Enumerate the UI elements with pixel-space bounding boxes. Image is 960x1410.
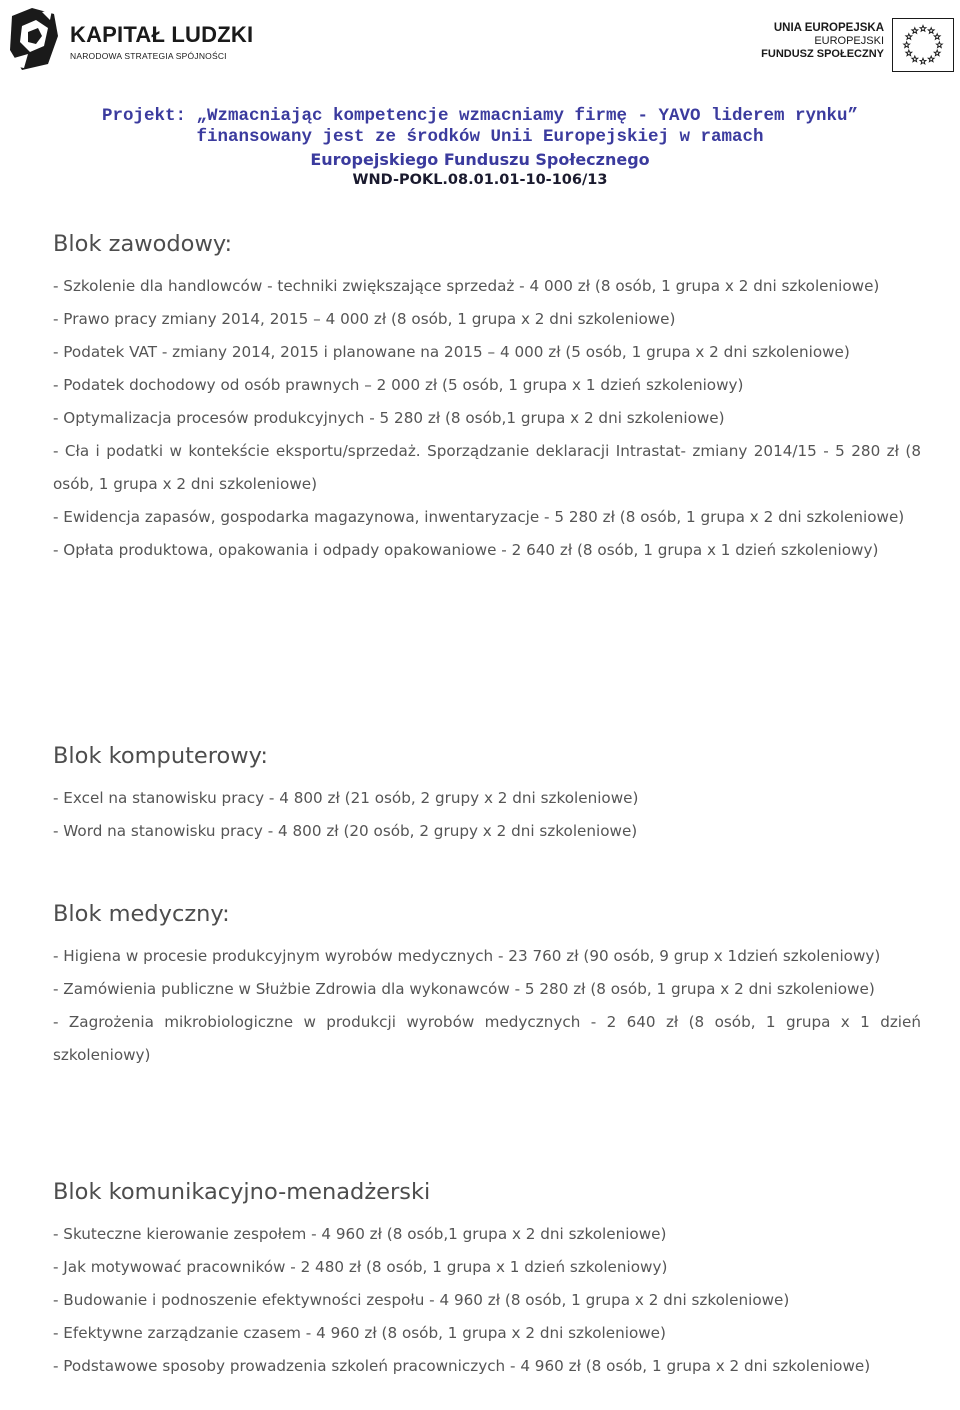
kapital-ludzki-logo — [8, 6, 254, 76]
section-blok-medyczny — [53, 899, 921, 1072]
eu-star-icon — [928, 56, 934, 62]
section-heading: Blok medyczny: — [53, 901, 230, 927]
ue-line-2: EUROPEJSKI — [814, 35, 884, 47]
list-item: - Opłata produktowa, opakowania i odpady opakowaniowe - 2 640 zł (8 osób, 1 grupa x 1 dzień szkoleniowy) — [53, 541, 879, 559]
list-item: - Excel na stanowisku pracy - 4 800 zł (21 osób, 2 grupy x 2 dni szkoleniowe) — [53, 789, 639, 807]
list-item: - Optymalizacja procesów produkcyjnych - 5 280 zł (8 osób,1 grupa x 2 dni szkoleniowe) — [53, 409, 725, 427]
section-heading: Blok zawodowy: — [53, 231, 233, 257]
kapital-ludzki-title: KAPITAŁ LUDZKI — [70, 22, 254, 47]
list-item: - Podstawowe sposoby prowadzenia szkoleń pracowniczych - 4 960 zł (8 osób, 1 grupa x 2 dni szkoleniowe) — [53, 1357, 871, 1375]
list-item: - Skuteczne kierowanie zespołem - 4 960 zł (8 osób,1 grupa x 2 dni szkoleniowe) — [53, 1225, 667, 1243]
eu-star-icon — [936, 42, 942, 48]
list-item: - Word na stanowisku pracy - 4 800 zł (20 osób, 2 grupy x 2 dni szkoleniowe) — [53, 822, 638, 840]
section-blok-komunikacyjno-menadzerski — [53, 1177, 921, 1383]
eu-star-icon — [934, 34, 940, 40]
list-item: - Szkolenie dla handlowców - techniki zwiększające sprzedaż - 4 000 zł (8 osób, 1 grupa x 2 dni szkoleniowe) — [53, 277, 880, 295]
list-item: - Higiena w procesie produkcyjnym wyrobów medycznych - 23 760 zł (90 osób, 9 grup x 1dzień szkoleniowy) — [53, 947, 881, 965]
item-list — [53, 270, 921, 567]
list-item: - Zamówienia publiczne w Służbie Zdrowia dla wykonawców - 5 280 zł (8 osób, 1 grupa x 2 dni szkoleniowe) — [53, 980, 875, 998]
list-item: - Prawo pracy zmiany 2014, 2015 – 4 000 zł (8 osób, 1 grupa x 2 dni szkoleniowe) — [53, 310, 676, 328]
item-list — [53, 940, 921, 1072]
kapital-ludzki-emblem-icon — [8, 6, 62, 74]
eu-star-icon — [906, 50, 912, 56]
eu-star-icon — [912, 56, 918, 62]
list-item: - Zagrożenia mikrobiologiczne w produkcji wyrobów medycznych - 2 640 zł (8 osób, 1 grupa x 1 dzień szkoleniowy) — [53, 1013, 921, 1064]
unia-europejska-logo — [752, 18, 954, 73]
list-item: - Cła i podatki w kontekście eksportu/sprzedaż. Sporządzanie deklaracji Intrastat- zmiany 2014/15 - 5 280 zł (8 osób, 1 grupa x 2 dni szkoleniowe) — [53, 442, 921, 493]
list-item: - Podatek dochodowy od osób prawnych – 2 000 zł (5 osób, 1 grupa x 1 dzień szkoleniowy) — [53, 376, 744, 394]
eu-star-icon — [920, 58, 926, 64]
eu-star-icon — [934, 50, 940, 56]
section-heading: Blok komputerowy: — [53, 743, 268, 769]
project-title-line-2: finansowany jest ze środków Unii Europejskiej w ramach — [196, 127, 764, 147]
list-item: - Jak motywować pracowników - 2 480 zł (8 osób, 1 grupa x 1 dzień szkoleniowy) — [53, 1258, 668, 1276]
ue-line-1: UNIA EUROPEJSKA — [773, 22, 884, 34]
section-blok-komputerowy — [53, 741, 921, 848]
eu-flag-icon — [892, 18, 954, 72]
item-list — [53, 1218, 921, 1383]
eu-star-icon — [904, 42, 910, 48]
project-title-line-3: Europejskiego Funduszu Społecznego — [310, 150, 650, 169]
list-item: - Podatek VAT - zmiany 2014, 2015 i planowane na 2015 – 4 000 zł (5 osób, 1 grupa x 2 dni szkoleniowe) — [53, 343, 850, 361]
eu-star-icon — [928, 28, 934, 34]
project-title-line-1: Projekt: „Wzmacniając kompetencje wzmacniamy firmę - YAVO liderem rynku” — [101, 106, 859, 126]
list-item: - Efektywne zarządzanie czasem - 4 960 zł (8 osób, 1 grupa x 2 dni szkoleniowe) — [53, 1324, 666, 1342]
project-number: WND-POKL.08.01.01-10-106/13 — [352, 172, 608, 188]
list-item: - Budowanie i podnoszenie efektywności zespołu - 4 960 zł (8 osób, 1 grupa x 2 dni szkoleniowe) — [53, 1291, 790, 1309]
eu-star-icon — [920, 26, 926, 32]
ue-line-3: FUNDUSZ SPOŁECZNY — [761, 48, 884, 60]
kapital-ludzki-subtitle: NARODOWA STRATEGIA SPÓJNOŚCI — [70, 51, 227, 61]
list-item: - Ewidencja zapasów, gospodarka magazynowa, inwentaryzacje - 5 280 zł (8 osób, 1 grupa x 2 dni szkoleniowe) — [53, 508, 905, 526]
eu-star-icon — [906, 34, 912, 40]
section-blok-zawodowy — [53, 229, 921, 567]
item-list — [53, 782, 921, 848]
eu-star-icon — [912, 28, 918, 34]
section-heading: Blok komunikacyjno-menadżerski — [53, 1179, 431, 1205]
